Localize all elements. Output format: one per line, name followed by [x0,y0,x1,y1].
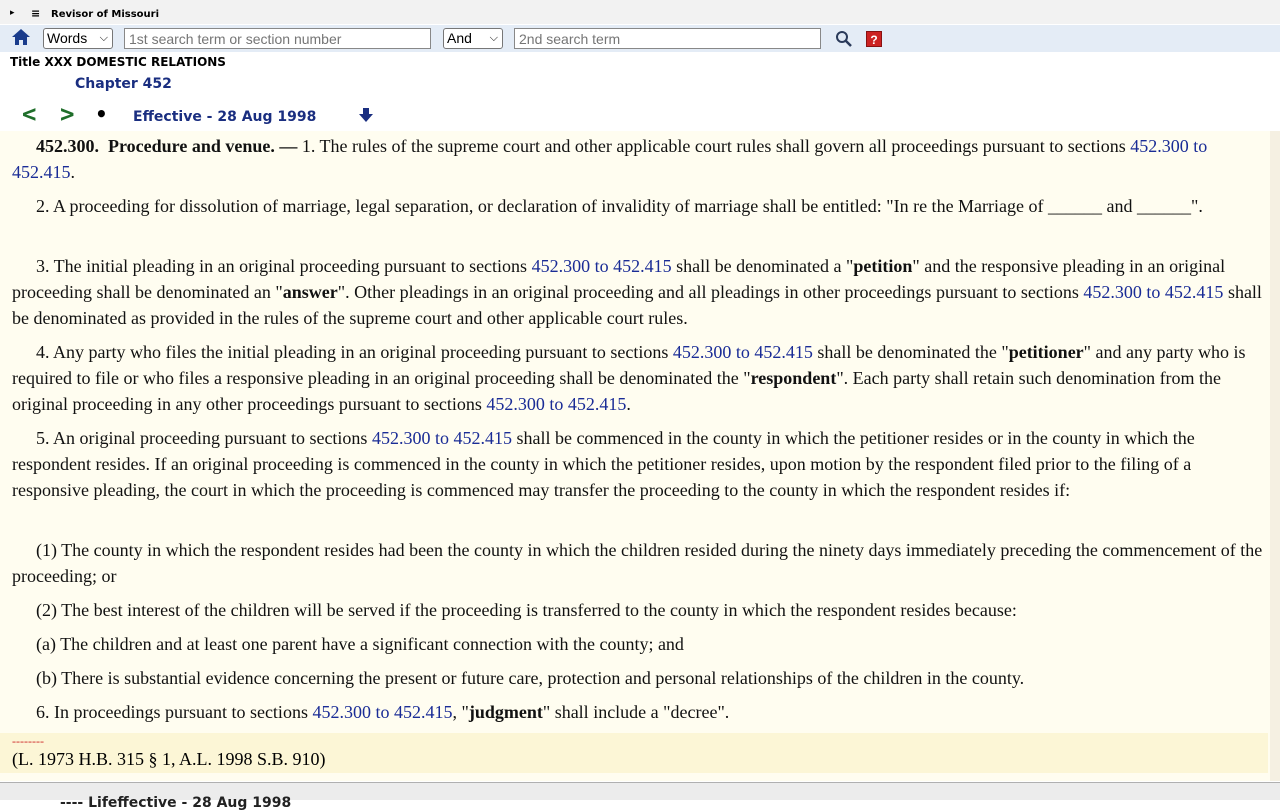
expand-icon[interactable]: ▸ [10,8,15,18]
top-bar [0,0,1280,24]
help-icon[interactable]: ? [866,31,882,47]
section-range-link[interactable]: 452.300 to 452.415 [312,702,453,722]
section-paragraph-1: 452.300. Procedure and venue. — 1. The rules of the supreme court and other applicable court rules shall govern all proceedings pursuant to sections 452.300 to 452.415. [12,136,1208,182]
search-mode-select[interactable] [43,28,113,49]
section-paragraph-5: 5. An original proceeding pursuant to sections 452.300 to 452.415 shall be commenced in the county in which the petitioner resides or in the county in which the respondent resides. If an original proceeding is commenced in the county in which the petitioner resides, upon motion by the respondent filed prior to the filing of a responsive pleading, the court in which the proceeding is commenced may transfer the proceeding to the county in which the respondent resides if: [12,428,1195,500]
section-paragraph-6: 6. In proceedings pursuant to sections 452.300 to 452.415, "judgment" shall include a "decree". [36,702,730,722]
section-paragraph-2: 2. A proceeding for dissolution of marriage, legal separation, or declaration of invalidity of marriage shall be entitled: "In re the Marriage of ______ and ______". [36,196,1203,216]
statute-body [0,131,1280,781]
search-mode-value: Words [47,30,88,46]
section-heading: Procedure and venue. — [108,136,298,156]
breadcrumb-title: Title XXX DOMESTIC RELATIONS [10,55,226,69]
history-divider: -------- [12,734,44,748]
subsection-b: (b) There is substantial evidence concerning the present or future care, protection and personal relationships of the children in the county. [36,668,1025,688]
home-icon[interactable] [11,27,31,47]
section-paragraph-3: 3. The initial pleading in an original proceeding pursuant to sections 452.300 to 452.415 shall be denominated a "petition" and the responsive pleading in an original proceeding shall be denominated an "answer". Other pleadings in an original proceeding and all pleadings in other proceedings pursuant to sections 452.300 to 452.415 shall be denominated as provided in the rules of the supreme court and other applicable court rules. [12,256,1262,328]
search-term1-input[interactable] [124,28,431,49]
section-range-link[interactable]: 452.300 to 452.415 [672,342,813,362]
chevron-down-icon: ⌵ [489,32,498,44]
subsection-a: (a) The children and at least one parent have a significant connection with the county; and [36,634,684,654]
next-version-label[interactable]: ---- Lifeffective - 28 Aug 1998 [60,795,292,811]
history-note [0,733,1268,773]
effective-date-link[interactable]: Effective - 28 Aug 1998 [133,109,317,125]
prev-section-button[interactable]: < [22,100,37,128]
search-bar [0,25,1280,52]
section-range-link[interactable]: 452.300 to 452.415 [531,256,672,276]
section-range-link[interactable]: 452.300 to 452.415 [12,136,1208,182]
section-range-link[interactable]: 452.300 to 452.415 [371,428,512,448]
search-term2-input[interactable] [514,28,821,49]
next-section-button[interactable]: > [60,100,75,128]
next-version-strip [0,783,1280,811]
search-icon[interactable] [835,30,853,48]
menu-icon[interactable]: ≡ [31,7,41,20]
history-source: (L. 1973 H.B. 315 § 1, A.L. 1998 S.B. 910) [12,749,326,769]
connector-value: And [447,30,472,46]
arrow-down-icon[interactable] [358,107,374,123]
section-dot-button[interactable]: • [95,102,108,126]
chevron-down-icon: ⌵ [99,32,108,44]
section-range-link[interactable]: 452.300 to 452.415 [486,394,627,414]
subsection-2: (2) The best interest of the children will be served if the proceeding is transferred to the county in which the respondent resides because: [36,600,1017,620]
section-paragraph-4: 4. Any party who files the initial pleading in an original proceeding pursuant to sections 452.300 to 452.415 shall be denominated the "petitioner" and any party who is required to file or who files a responsive pleading in an original proceeding shall be denominated the "respondent". Each party shall retain such denomination from the original proceeding in any other proceedings pursuant to sections 452.300 to 452.415. [12,342,1246,414]
section-range-link[interactable]: 452.300 to 452.415 [1083,282,1224,302]
breadcrumb-chapter[interactable]: Chapter 452 [75,76,172,92]
connector-select[interactable] [443,28,503,49]
section-number: 452.300. [36,136,99,156]
site-title[interactable]: Revisor of Missouri [51,9,159,20]
section-nav [0,100,1280,130]
subsection-1: (1) The county in which the respondent resides had been the county in which the children resided during the ninety days immediately preceding the commencement of the proceeding; or [12,540,1263,586]
